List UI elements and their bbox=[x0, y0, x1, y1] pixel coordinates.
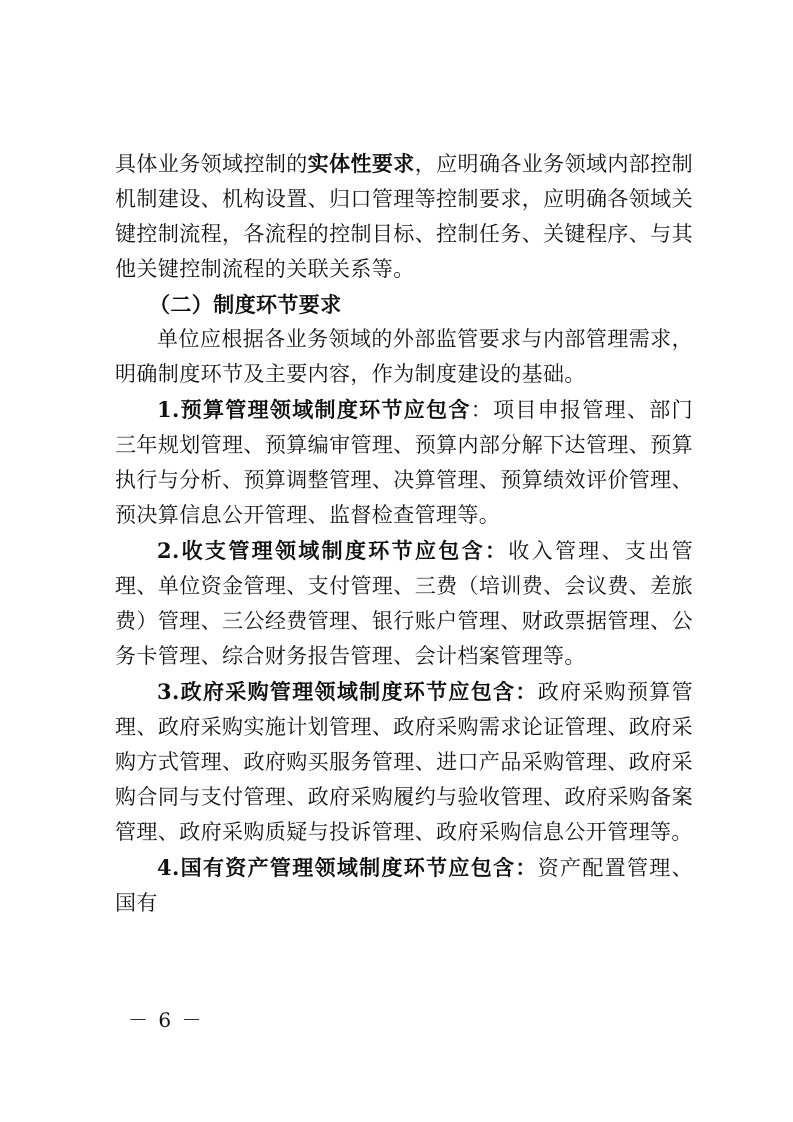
list-item-text: 政府采购预算管理、政府采购实施计划管理、政府采购需求论证管理、政府采购方式管理、政府购买服务管理、进口产品采购管理、政府采购合同与支付管理、政府采购履约与验收管理、政府采购备案管理、政府采购质疑与投诉管理、政府采购信息公开管理等。 bbox=[115, 680, 693, 844]
document-body bbox=[115, 146, 693, 921]
list-item-government-procurement bbox=[115, 674, 693, 850]
list-item-text: 收入管理、支出管理、单位资金管理、支付管理、三费（培训费、会议费、差旅费）管理、三公经费管理、银行账户管理、财政票据管理、公务卡管理、综合财务报告管理、会计档案管理等。 bbox=[115, 539, 693, 668]
list-item-revenue-expenditure bbox=[115, 533, 693, 674]
list-item-budget-management bbox=[115, 392, 693, 533]
paragraph-system-requirements: 单位应根据各业务领域的外部监管要求与内部管理需求，明确制度环节及主要内容，作为制度建设的基础。 bbox=[115, 327, 693, 386]
list-item-text: ：项目申报管理、部门三年规划管理、预算编审管理、预算内部分解下达管理、预算执行与分析、预算调整管理、决算管理、预算绩效评价管理、预决算信息公开管理、监督检查管理等。 bbox=[115, 398, 694, 527]
list-item-title: 2.收支管理领域制度环节应包含： bbox=[157, 538, 509, 563]
emphasis-text: 实体性要求 bbox=[307, 151, 415, 176]
section-heading: （二）制度环节要求 bbox=[149, 292, 342, 317]
list-item-state-assets bbox=[115, 850, 693, 921]
list-item-title: 4.国有资产管理领域制度环节应包含： bbox=[157, 855, 538, 880]
list-item-title: 3.政府采购管理领域制度环节应包含： bbox=[157, 679, 538, 704]
list-item-text: 资产配置管理、国有 bbox=[115, 856, 693, 915]
list-item-title: 1.预算管理领域制度环节应包含 bbox=[157, 397, 471, 422]
page-number: － 6 － bbox=[128, 1008, 204, 1032]
paragraph-lead-text: 具体业务领域控制的 bbox=[115, 152, 308, 176]
paragraph-substantive-requirements bbox=[115, 146, 693, 287]
paragraph-rest-text: ，应明确各业务领域内部控制机制建设、机构设置、归口管理等控制要求，应明确各领域关键控制流程，各流程的控制目标、控制任务、关键程序、与其他关键控制流程的关联关系等。 bbox=[115, 152, 694, 281]
